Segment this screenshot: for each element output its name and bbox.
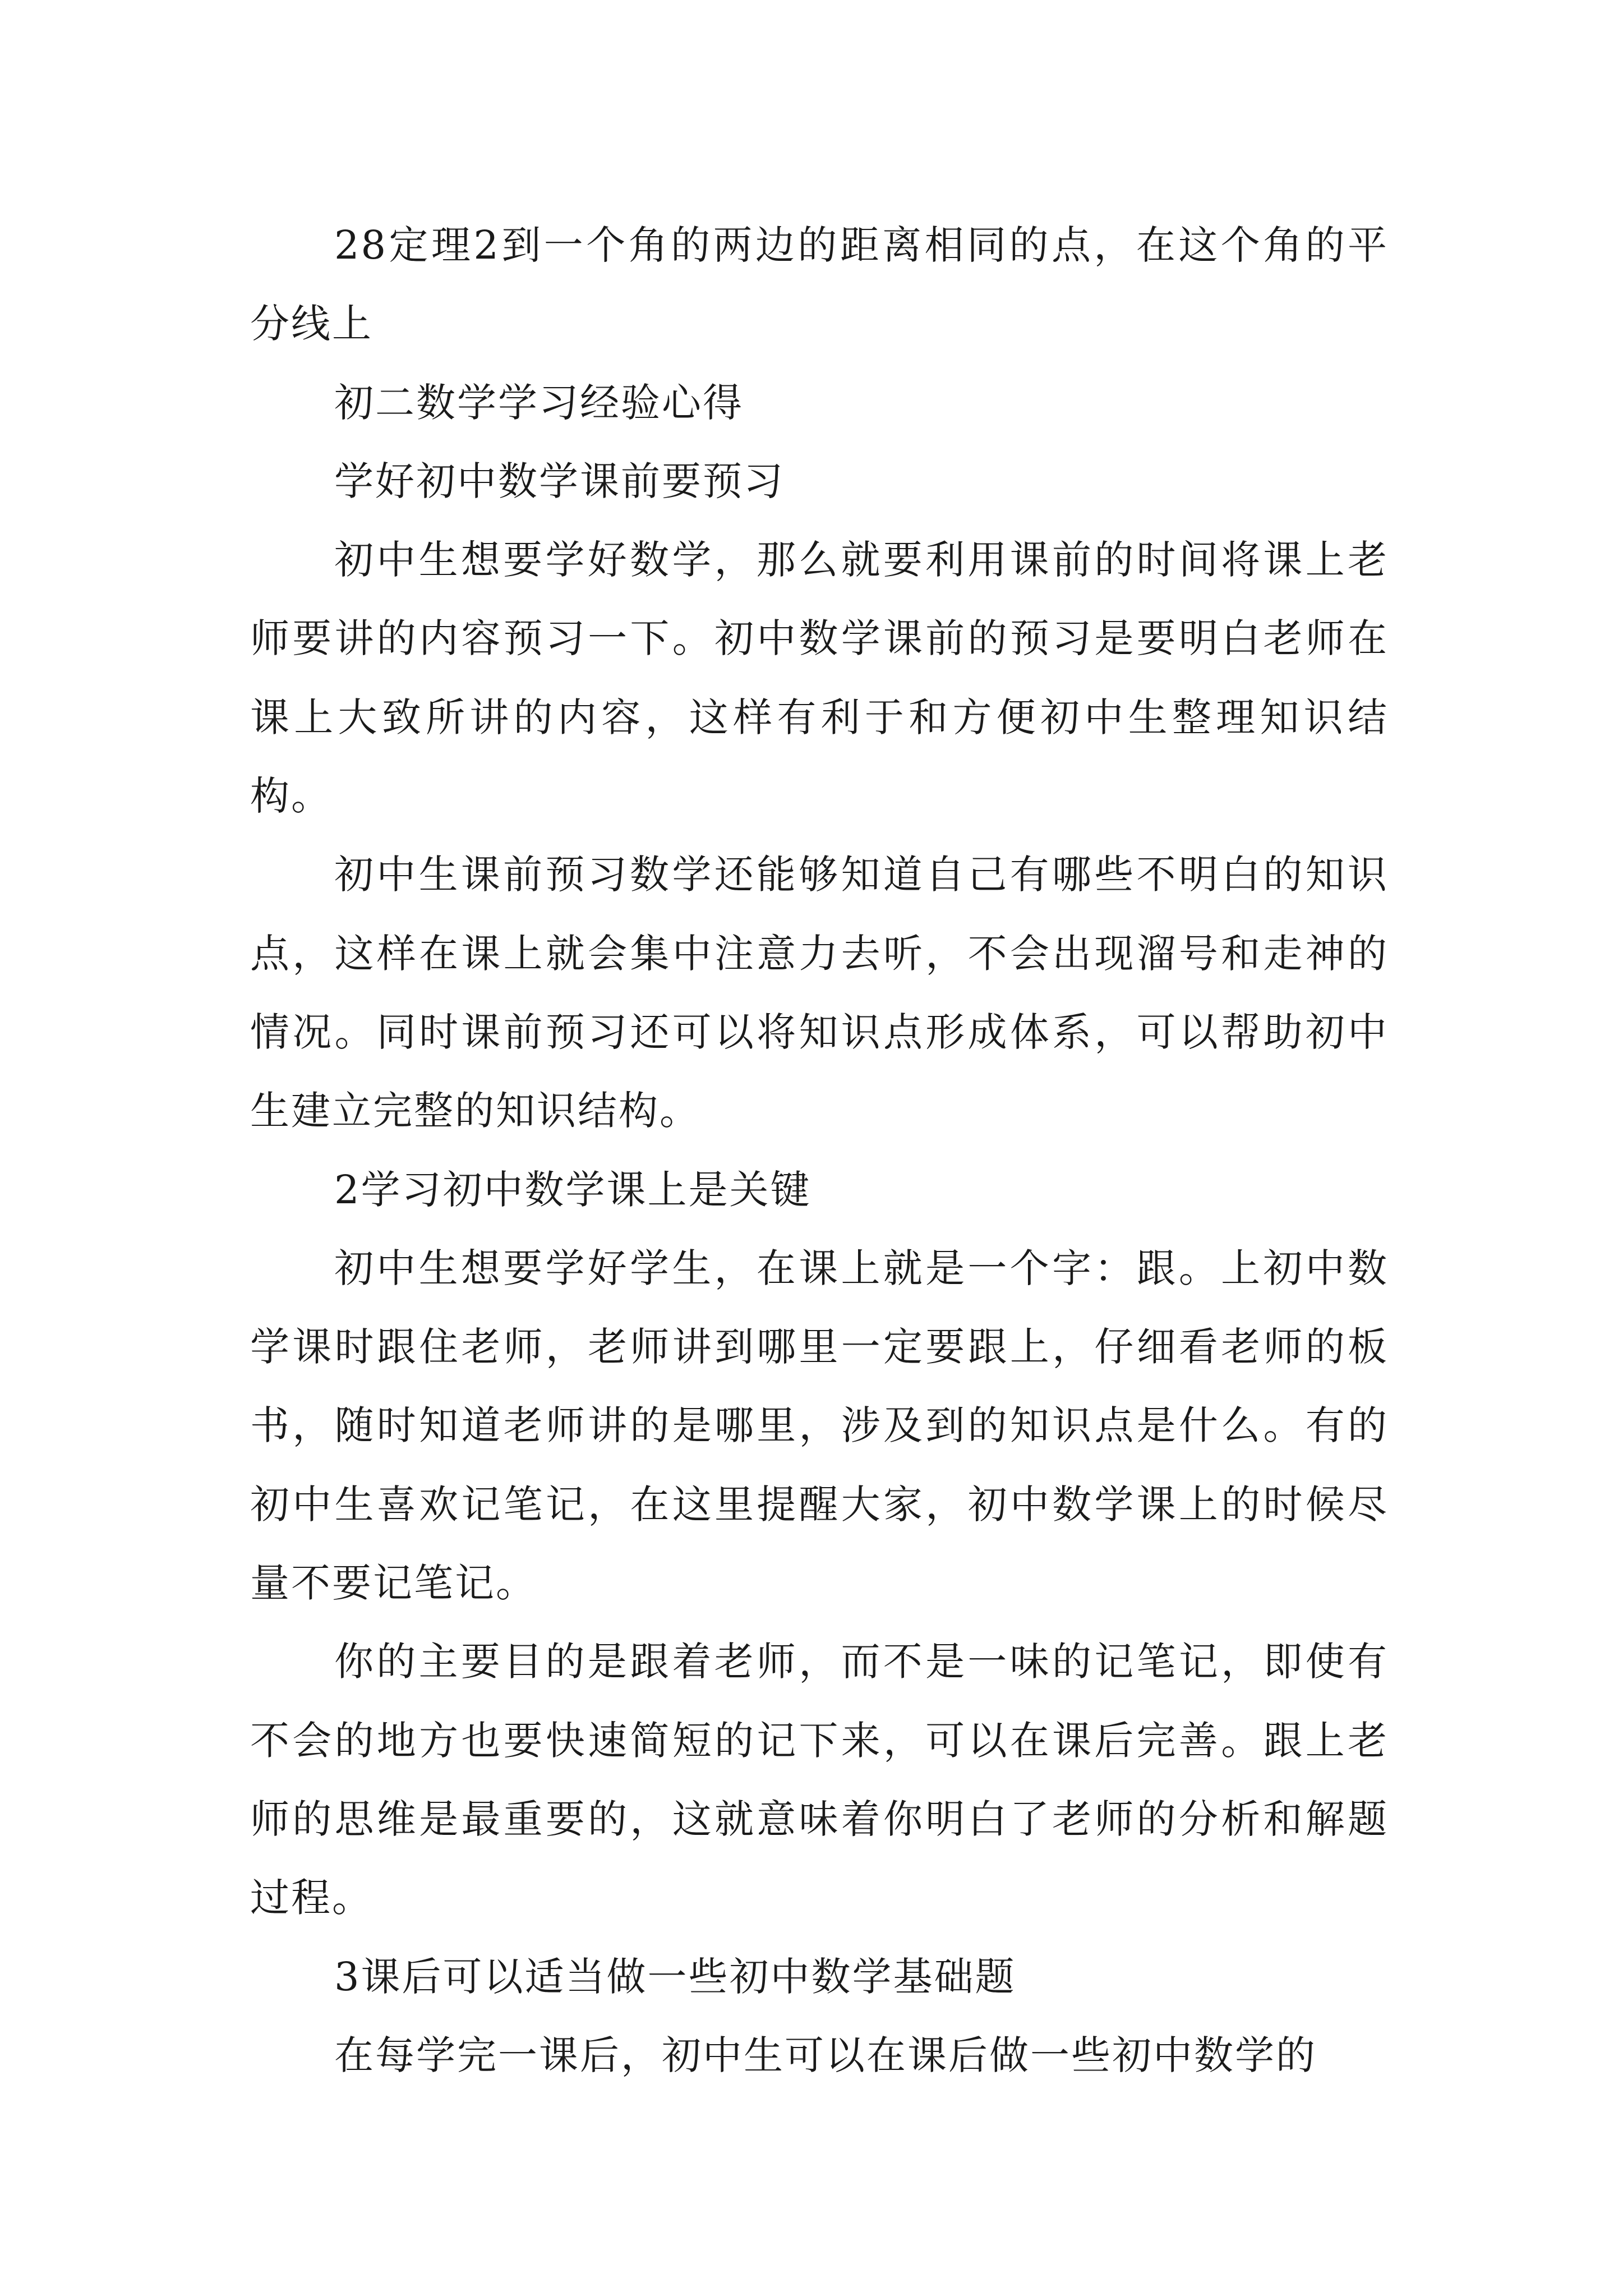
section-heading: 学好初中数学课前要预习 xyxy=(334,458,785,504)
paragraph: 你的主要目的是跟着老师，而不是一味的记笔记，即使有不会的地方也要快速简短的记下来，可以在课后完善。跟上老师的思维是最重要的，这就意味着你明白了老师的分析和解题过程。 xyxy=(250,1639,1389,1921)
paragraph: 在每学完一课后，初中生可以在课后做一些初中数学的 xyxy=(334,2032,1317,2078)
paragraph: 初中生想要学好数学，那么就要利用课前的时间将课上老师要讲的内容预习一下。初中数学课前的预习是要明白老师在课上大致所讲的内容，这样有利于和方便初中生整理知识结构。 xyxy=(250,537,1389,820)
paragraph: 28定理2到一个角的两边的距离相同的点，在这个角的平分线上 xyxy=(250,222,1389,347)
section-heading: 初二数学学习经验心得 xyxy=(334,379,744,426)
paragraph: 初中生想要学好学生，在课上就是一个字：跟。上初中数学课时跟住老师，老师讲到哪里一定要跟上，仔细看老师的板书，随时知道老师讲的是哪里，涉及到的知识点是什么。有的初中生喜欢记笔记，在这里提醒大家，初中数学课上的时候尽量不要记笔记。 xyxy=(250,1245,1389,1607)
section-heading: 2学习初中数学课上是关键 xyxy=(334,1166,811,1213)
document-body xyxy=(250,206,1389,2095)
paragraph: 初中生课前预习数学还能够知道自己有哪些不明白的知识点，这样在课上就会集中注意力去听，不会出现溜号和走神的情况。同时课前预习还可以将知识点形成体系，可以帮助初中生建立完整的知识结构。 xyxy=(250,852,1389,1134)
section-heading: 3课后可以适当做一些初中数学基础题 xyxy=(334,1953,1016,2000)
